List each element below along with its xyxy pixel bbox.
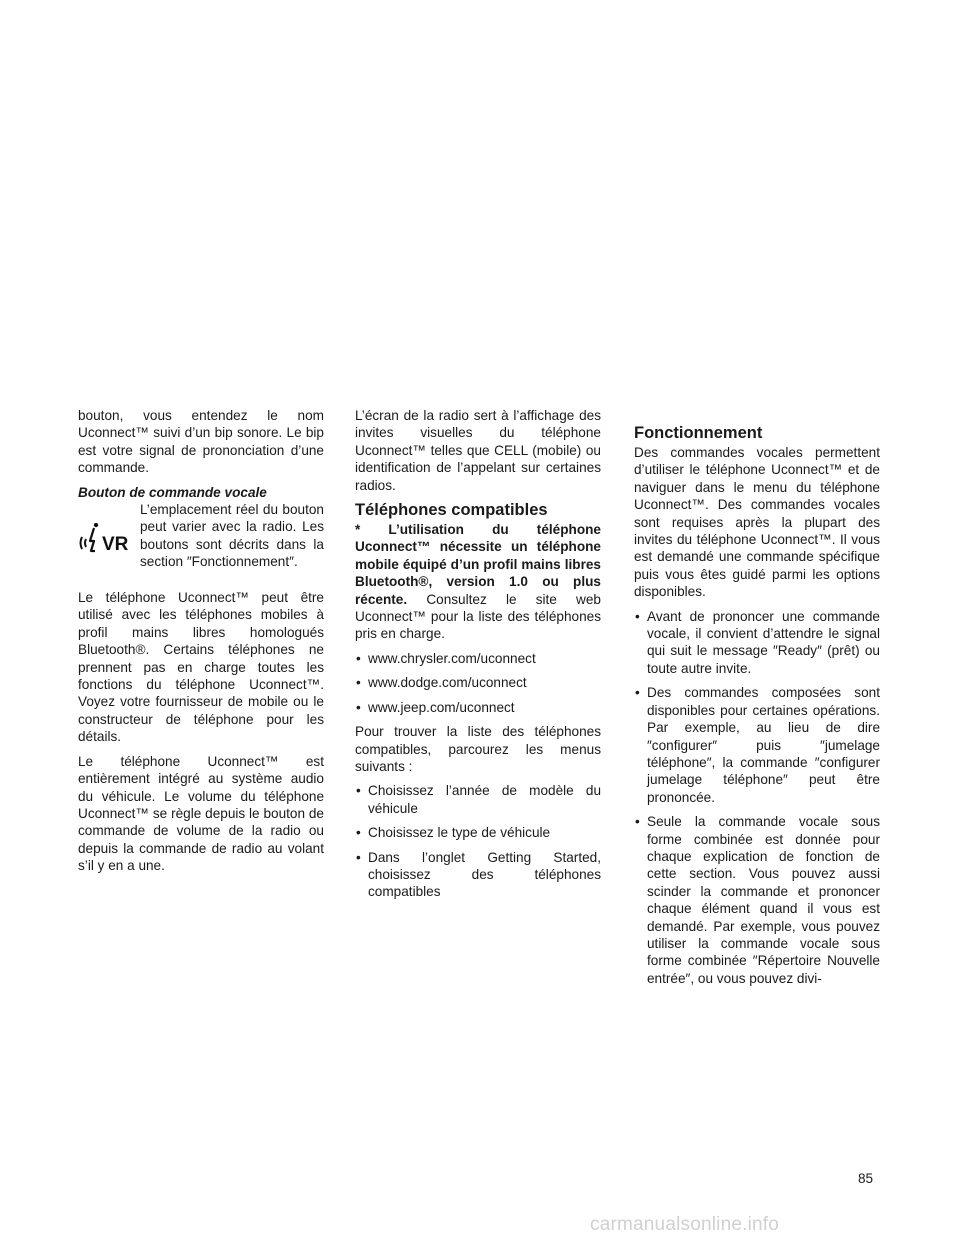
paragraph-voice-commands: Des commandes vocales permettent d’utiliser le téléphone Uconnect™ et de naviguer dans le menu du téléphone Uconnect™. Des commandes vocales sont requises après la plupart des invites du téléphone Uconnect™. Il vous est demandé une commande spécifique puis vous êtes guidé parmi les options disponibles.	[634, 445, 880, 600]
column-left	[78, 407, 324, 882]
heading-compatible-phones: Téléphones compatibles	[355, 501, 548, 520]
list-item: • Choisissez l’année de modèle du véhicule	[356, 783, 601, 816]
compatibility-note	[355, 521, 601, 643]
heading-operation: Fonctionnement	[634, 424, 763, 442]
list-item: • Seule la commande vocale sous forme combinée est donnée pour chaque explication de fonction de cette section. Vous pouvez aussi scinder la commande et prononcer chaque élément quand il vous est demandé. Par exemple, vous pouvez utiliser la commande vocale sous forme combinée ″Répertoire Nouvelle entrée″, ou vous pouvez divi-	[635, 814, 880, 986]
link-chrysler[interactable]: www.chrysler.com/uconnect	[368, 650, 536, 666]
paragraph-audio-integration: Le téléphone Uconnect™ est entièrement intégré au système audio du véhicule. Le volume du téléphone Uconnect™ se règle depuis le bouton de commande de volume de la radio ou depuis la commande de radio au volant s’il y en a une.	[78, 753, 324, 874]
list-item: • www.dodge.com/uconnect	[355, 674, 601, 691]
operation-bullets	[634, 608, 880, 988]
intro-paragraph: bouton, vous entendez le nom Uconnect™ suivi d’un bip sonore. Le bip est votre signal de prononciation d’une commande.	[78, 408, 324, 476]
list-item: • www.jeep.com/uconnect	[355, 699, 601, 716]
steps-list	[355, 782, 601, 900]
voice-command-icon	[78, 523, 140, 559]
watermark: carmanualsonline.info	[590, 1214, 780, 1235]
compatibility-note-rest: Consultez le site web Uconnect™ pour la liste des téléphones pris en charge.	[355, 591, 601, 642]
list-item: • Des commandes composées sont disponibles pour certaines opérations. Par exemple, au lieu de dire ″configurer″ puis ″jumelage téléphone″, la commande ″configurer jumelage téléphone″ peut être prononcée.	[635, 685, 880, 805]
vr-icon-label: VR	[102, 534, 129, 556]
paragraph-find-list: Pour trouver la liste des téléphones compatibles, parcourez les menus suivants :	[355, 724, 601, 774]
paragraph-compatibility: Le téléphone Uconnect™ peut être utilisé avec les téléphones mobiles à profil mains libres homologués Bluetooth®. Certains téléphones ne prennent pas en charge toutes les fonctions du téléphone Uconnect™. Voyez votre fournisseur de mobile ou le constructeur de téléphone pour les détails.	[78, 590, 324, 745]
list-item: • Dans l’onglet Getting Started, choisissez des téléphones compatibles	[356, 849, 601, 900]
vr-button-description: L’emplacement réel du bouton peut varier avec la radio. Les boutons sont décrits dans la section ″Fonctionnement″.	[140, 502, 324, 570]
page-number: 85	[858, 1171, 874, 1186]
compatibility-note-bold: * L’utilisation du téléphone Uconnect™ nécessite un téléphone mobile équipé d’un profil mains libres Bluetooth®, version 1.0 ou plus récente.	[355, 522, 601, 607]
vr-button-block	[78, 501, 324, 589]
list-item: • www.chrysler.com/uconnect	[355, 650, 601, 667]
link-dodge[interactable]: www.dodge.com/uconnect	[368, 675, 527, 691]
paragraph-radio-display: L’écran de la radio sert à l’affichage des invites visuelles du téléphone Uconnect™ telles que CELL (mobile) ou identification de l’appelant sur certaines radios.	[355, 408, 601, 493]
vr-button-heading: Bouton de commande vocale	[78, 484, 267, 500]
website-list	[355, 650, 601, 716]
list-item: • Choisissez le type de véhicule	[356, 825, 551, 841]
column-middle	[355, 407, 601, 908]
link-jeep[interactable]: www.jeep.com/uconnect	[368, 699, 515, 715]
list-item: • Avant de prononcer une commande vocale, il convient d’attendre le signal qui suit le message ″Ready″ (prêt) ou toute autre invite.	[635, 608, 880, 676]
column-right	[634, 407, 880, 994]
